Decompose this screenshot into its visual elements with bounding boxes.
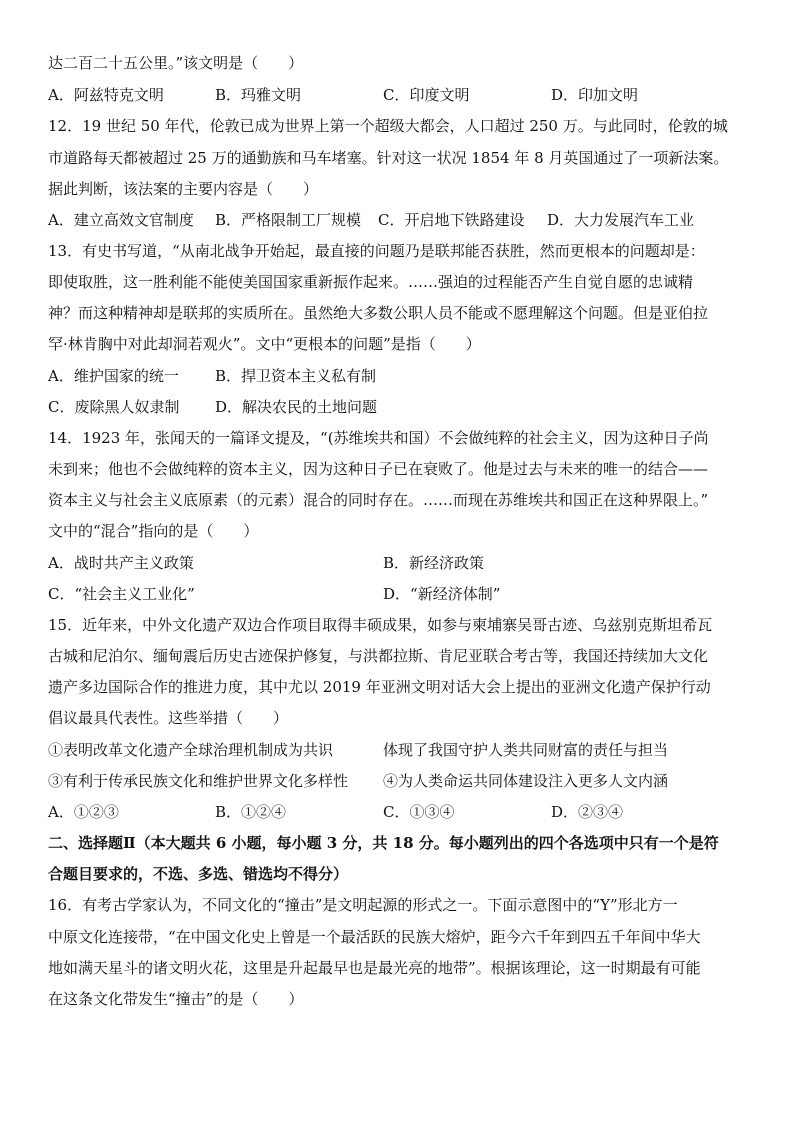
q12-stem-line-3: 据此判断，该法案的主要内容是（ ） (48, 180, 319, 198)
q15-stem-line-4: 倡议最具代表性。这些举措（ ） (48, 709, 289, 727)
q14-option-a: A．战时共产主义政策 (48, 554, 194, 572)
q12-option-d: D．大力发展汽车工业 (547, 211, 695, 229)
q15-statement-2: 体现了我国守护人类共同财富的责任与担当 (383, 741, 669, 759)
q14-option-b: B．新经济政策 (383, 554, 485, 572)
q15-option-d: D．②③④ (551, 803, 624, 821)
q14-stem-line-4: 文中的“混合”指向的是（ ） (48, 522, 259, 540)
q15-statement-1: ①表明改革文化遗产全球治理机制成为共识 (48, 741, 334, 759)
q14-option-c: C．“社会主义工业化” (48, 585, 195, 603)
q15-stem-line-3: 遗产多边国际合作的推进力度，其中尤以 2019 年亚洲文明对话大会上提出的亚洲文化遗产保护行动 (48, 678, 711, 696)
q13-stem-line-3: 神？而这种精神却是联邦的实质所在。虽然绝大多数公职人员不能或不愿理解这个问题。但是亚伯拉 (48, 304, 709, 322)
q12-option-b: B．严格限制工厂规模 (215, 211, 362, 229)
q13-stem-line-1: 13．有史书写道，“从南北战争开始起，最直接的问题乃是联邦能否获胜，然而更根本的问题却是： (48, 242, 705, 260)
q15-option-c: C．①③④ (383, 803, 455, 821)
q13-option-a: A．维护国家的统一 (48, 367, 179, 385)
q15-statement-4: ④为人类命运共同体建设注入更多人文内涵 (383, 772, 669, 790)
q13-option-d: D．解决农民的土地问题 (215, 398, 378, 416)
q11-stem-tail: 达二百二十五公里。”该文明是（ ） (48, 54, 304, 72)
q11-option-b: B．玛雅文明 (215, 86, 302, 104)
q15-option-b: B．①②④ (215, 803, 287, 821)
q13-stem-line-4: 罕·林肯胸中对此却洞若观火”。文中“更根本的问题”是指（ ） (48, 335, 481, 353)
q14-option-d: D．“新经济体制” (383, 585, 501, 603)
q15-option-a: A．①②③ (48, 803, 119, 821)
q16-stem-line-3: 地如满天星斗的诸文明火花，这里是升起最早也是最光亮的地带”。根据该理论，这一时期最有可能 (48, 959, 701, 977)
section-2-heading-line-1: 二、选择题Ⅱ（本大题共 6 小题，每小题 3 分，共 18 分。每小题列出的四个各选项中只有一个是符 (48, 834, 719, 852)
q15-stem-line-1: 15．近年来，中外文化遗产双边合作项目取得丰硕成果，如参与柬埔寨吴哥古迹、乌兹别克斯坦希瓦 (48, 616, 713, 634)
q11-option-c: C．印度文明 (383, 86, 470, 104)
q15-statement-3: ③有利于传承民族文化和维护世界文化多样性 (48, 772, 349, 790)
q11-option-a: A．阿兹特克文明 (48, 86, 164, 104)
q13-option-b: B．捍卫资本主义私有制 (215, 367, 377, 385)
q14-stem-line-1: 14．1923 年，张闻天的一篇译文提及，“(苏维埃共和国）不会做纯粹的社会主义，因为这种日子尚 (48, 429, 709, 447)
q12-stem-line-2: 市道路每天都被超过 25 万的通勤族和马车堵塞。针对这一状况 1854 年 8 月英国通过了一项新法案。 (48, 149, 729, 167)
q12-option-a: A．建立高效文官制度 (48, 211, 194, 229)
q16-stem-line-4: 在这条文化带发生“撞击”的是（ ） (48, 990, 304, 1008)
q11-option-d: D．印加文明 (551, 86, 639, 104)
section-2-heading-line-2: 合题目要求的，不选、多选、错选均不得分） (48, 865, 349, 883)
q14-stem-line-2: 未到来；他也不会做纯粹的资本主义，因为这种日子已在衰败了。他是过去与未来的唯一的结合—— (48, 460, 709, 478)
q12-stem-line-1: 12．19 世纪 50 年代，伦敦已成为世界上第一个超级大都会，人口超过 250 万。与此同时，伦敦的城 (48, 117, 728, 135)
q13-stem-line-2: 即使取胜，这一胜利能不能使美国国家重新振作起来。……强迫的过程能否产生自觉自愿的忠诚精 (48, 273, 694, 291)
q16-stem-line-1: 16．有考古学家认为，不同文化的“撞击”是文明起源的形式之一。下面示意图中的“Y”形北方一 (48, 896, 678, 914)
q15-stem-line-2: 古城和尼泊尔、缅甸震后历史古迹保护修复，与洪都拉斯、肯尼亚联合考古等，我国还持续加大文化 (48, 647, 709, 665)
q14-stem-line-3: 资本主义与社会主义底原素（的元素）混合的同时存在。……而现在苏维埃共和国正在这种界限上。” (48, 491, 709, 509)
q13-option-c: C．废除黑人奴隶制 (48, 398, 180, 416)
q16-stem-line-2: 中原文化连接带，“在中国文化史上曾是一个最活跃的民族大熔炉，距今六千年到四五千年间中华大 (48, 928, 701, 946)
q12-option-c: C．开启地下铁路建设 (378, 211, 525, 229)
